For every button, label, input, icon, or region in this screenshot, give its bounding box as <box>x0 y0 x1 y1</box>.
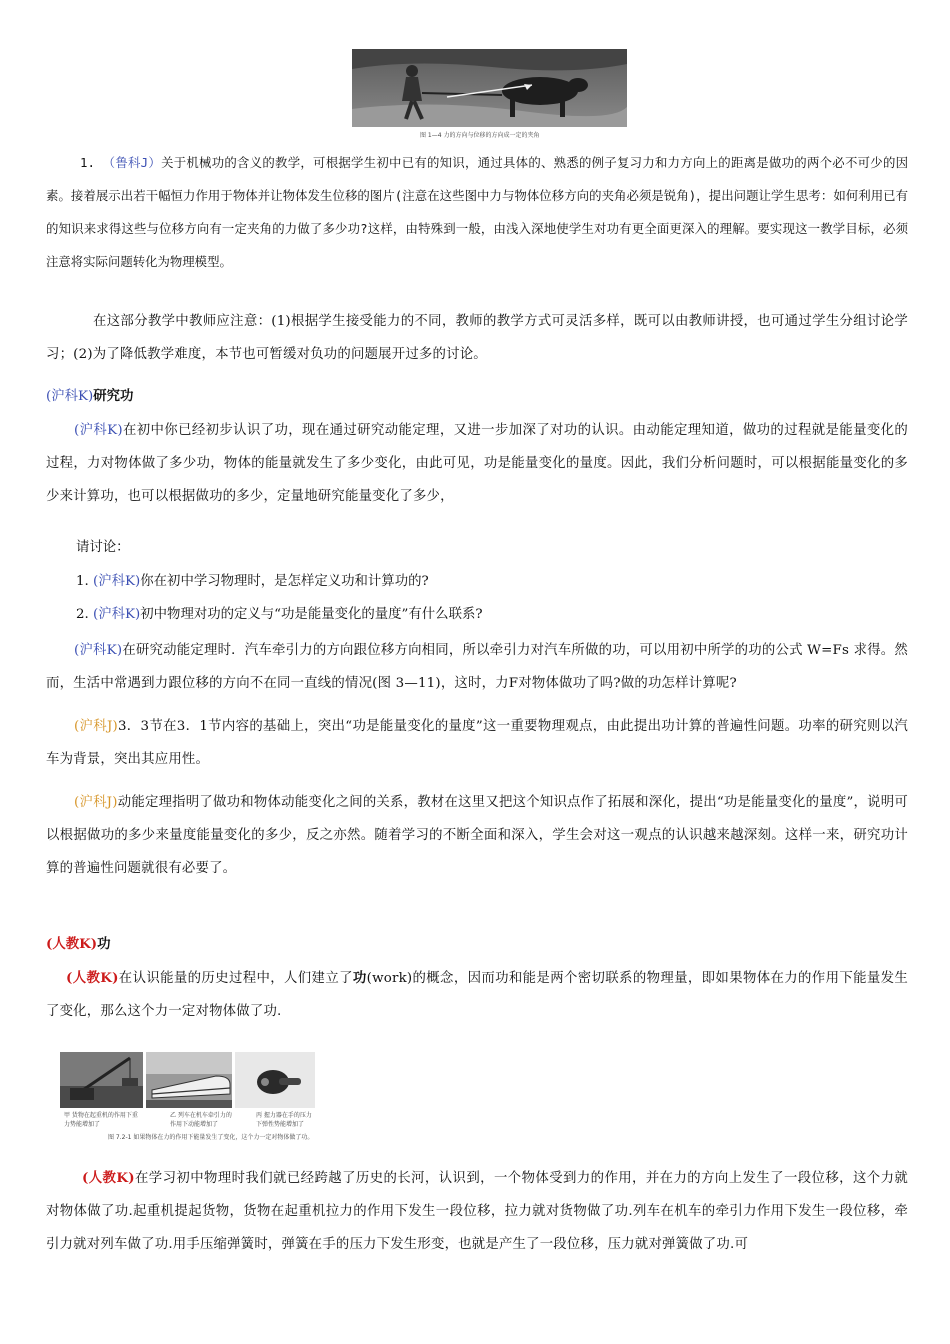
paragraph-text: 关于机械功的含义的教学，可根据学生初中已有的知识，通过具体的、熟悉的例子复习力和力方向上的距离是做功的两个必不可少的因素。接着展示出若干幅恒力作用于物体并让物体发生位移的图片(注意在这些图中力与物体位移方向的夹角必须是锐角)，提出问题让学生思考：如何利用已有的知识来求得这些与位移方向有一定夹角的力做了多少功?这样，由特殊到一般，由浅入深地使学生对功有更全面更深入的理解。要实现这一教学目标，必须注意将实际问题转化为物理模型。 <box>46 155 908 269</box>
item-number: 2. <box>76 607 89 622</box>
paragraph-text: (work)的概念，因而功和能是两个密切联系的物理量，即如果物体在力的作用下能量发生了变化，那么这个力一定对物体做了功. <box>46 971 909 1019</box>
paragraph-text: 在初中你已经初步认识了功，现在通过研究动能定理，又进一步加深了对功的认识。由动能定理知道，做功的过程就是能量变化的过程，力对物体做了多少功，物体的能量就发生了多少变化，由此可见，功是能量变化的量度。因此，我们分析问题时，可以根据能量变化的多少来计算功，也可以根据做功的多少，定量地研究能量变化了多少， <box>46 423 908 504</box>
question-text: 初中物理对功的定义与“功是能量变化的量度”有什么联系? <box>140 607 483 622</box>
source-tag: (沪科K) <box>74 423 123 438</box>
train-photo <box>146 1052 232 1108</box>
paragraph-1 <box>46 146 908 278</box>
source-tag: (人教K) <box>66 970 119 986</box>
section-title: 研究功 <box>93 388 134 404</box>
source-tag: （鲁科J） <box>102 155 162 170</box>
paragraph-text: 3．3节在3．1节内容的基础上，突出“功是能量变化的量度”这一重要物理观点，由此提出功计算的普遍性问题。功率的研究则以汽车为背景，突出其应用性。 <box>46 719 908 767</box>
hand-grip-illustration <box>235 1052 315 1108</box>
source-tag: (沪科J) <box>74 719 118 734</box>
energy-figure <box>60 1052 315 1142</box>
section-heading-rj <box>46 932 110 957</box>
discussion-label: 请讨论： <box>76 540 130 555</box>
paragraph-4 <box>46 634 908 700</box>
paragraph-text: 在学习初中物理时我们就已经跨越了历史的长河，认识到，一个物体受到力的作用，并在力的方向上发生了一段位移，这个力就对物体做了功.起重机提起货物，货物在起重机拉力的作用下发生一段位移，拉力就对货物做了功.列车在机车的牵引力作用下发生一段位移，牵引力就对列车做了功.用手压缩弹簧时，弹簧在手的压力下发生形变，也就是产生了一段位移，压力就对弹簧做了功.可 <box>46 1171 908 1252</box>
source-tag: (人教K) <box>82 1170 135 1186</box>
discussion-question-1 <box>76 570 429 594</box>
crane-illustration <box>60 1052 143 1108</box>
crane-caption: 甲 货物在起重机的作用下重力势能增加了 <box>64 1112 138 1128</box>
paragraph-6 <box>46 786 908 885</box>
figure-top-caption: 图 1—4 力的方向与位移的方向成一定的夹角 <box>420 132 540 139</box>
source-tag: (人教K) <box>46 936 98 952</box>
paragraph-text: 动能定理指明了做功和物体动能变化之间的关系，教材在这里又把这个知识点作了拓展和深化，提出“功是能量变化的量度”，说明可以根据做功的多少来量度能量变化的多少，反之亦然。随着学习的不断全面和深入，学生会对这一观点的认识越来越深刻。这样一来，研究功计算的普遍性问题就很有必要了。 <box>46 795 908 876</box>
item-number: 1. <box>80 155 95 170</box>
section-title: 功 <box>97 936 111 952</box>
question-text: 你在初中学习物理时，是怎样定义功和计算功的? <box>140 574 429 589</box>
ploughing-photo <box>352 49 627 127</box>
train-illustration <box>146 1052 232 1108</box>
source-tag: (沪科J) <box>74 795 118 810</box>
source-tag: (沪科K) <box>93 574 141 589</box>
paragraph-2 <box>46 305 908 371</box>
source-tag: (沪科K) <box>74 643 123 658</box>
discussion-question-2 <box>76 603 483 627</box>
crane-photo <box>60 1052 143 1108</box>
paragraph-text: 在这部分教学中教师应注意：(1)根据学生接受能力的不同，教师的教学方式可灵活多样，既可以由教师讲授，也可通过学生分组讨论学习；(2)为了降低教学难度，本节也可暂缓对负功的问题展开过多的讨论。 <box>46 314 908 362</box>
figure-bottom-caption: 图 7.2-1 如果物体在力的作用下能量发生了变化，这个力一定对物体做了功。 <box>108 1134 314 1141</box>
grip-caption: 丙 握力器在手的压力下弹性势能增加了 <box>256 1112 312 1128</box>
ploughing-illustration <box>352 49 627 127</box>
paragraph-text: 在认识能量的历史过程中，人们建立了 <box>118 971 353 986</box>
paragraph-7 <box>46 962 908 1028</box>
grip-photo <box>235 1052 315 1108</box>
paragraph-text: 在研究动能定理时．汽车牵引力的方向跟位移方向相同，所以牵引力对汽车所做的功，可以用初中所学的功的公式 W=Fs 求得。然而，生活中常遇到力跟位移的方向不在同一直线的情况(图 3—11)，这时，力F对物体做功了吗?做的功怎样计算呢? <box>46 643 909 691</box>
paragraph-5 <box>46 710 908 776</box>
train-caption: 乙 列车在机车牵引力的作用下动能增加了 <box>170 1112 232 1128</box>
section-heading-hk <box>46 384 133 409</box>
paragraph-8 <box>46 1162 908 1261</box>
source-tag: (沪科K) <box>93 607 141 622</box>
paragraph-3 <box>46 414 908 513</box>
source-tag: (沪科K) <box>46 389 94 404</box>
keyword-work: 功 <box>352 970 367 986</box>
item-number: 1. <box>76 574 89 589</box>
